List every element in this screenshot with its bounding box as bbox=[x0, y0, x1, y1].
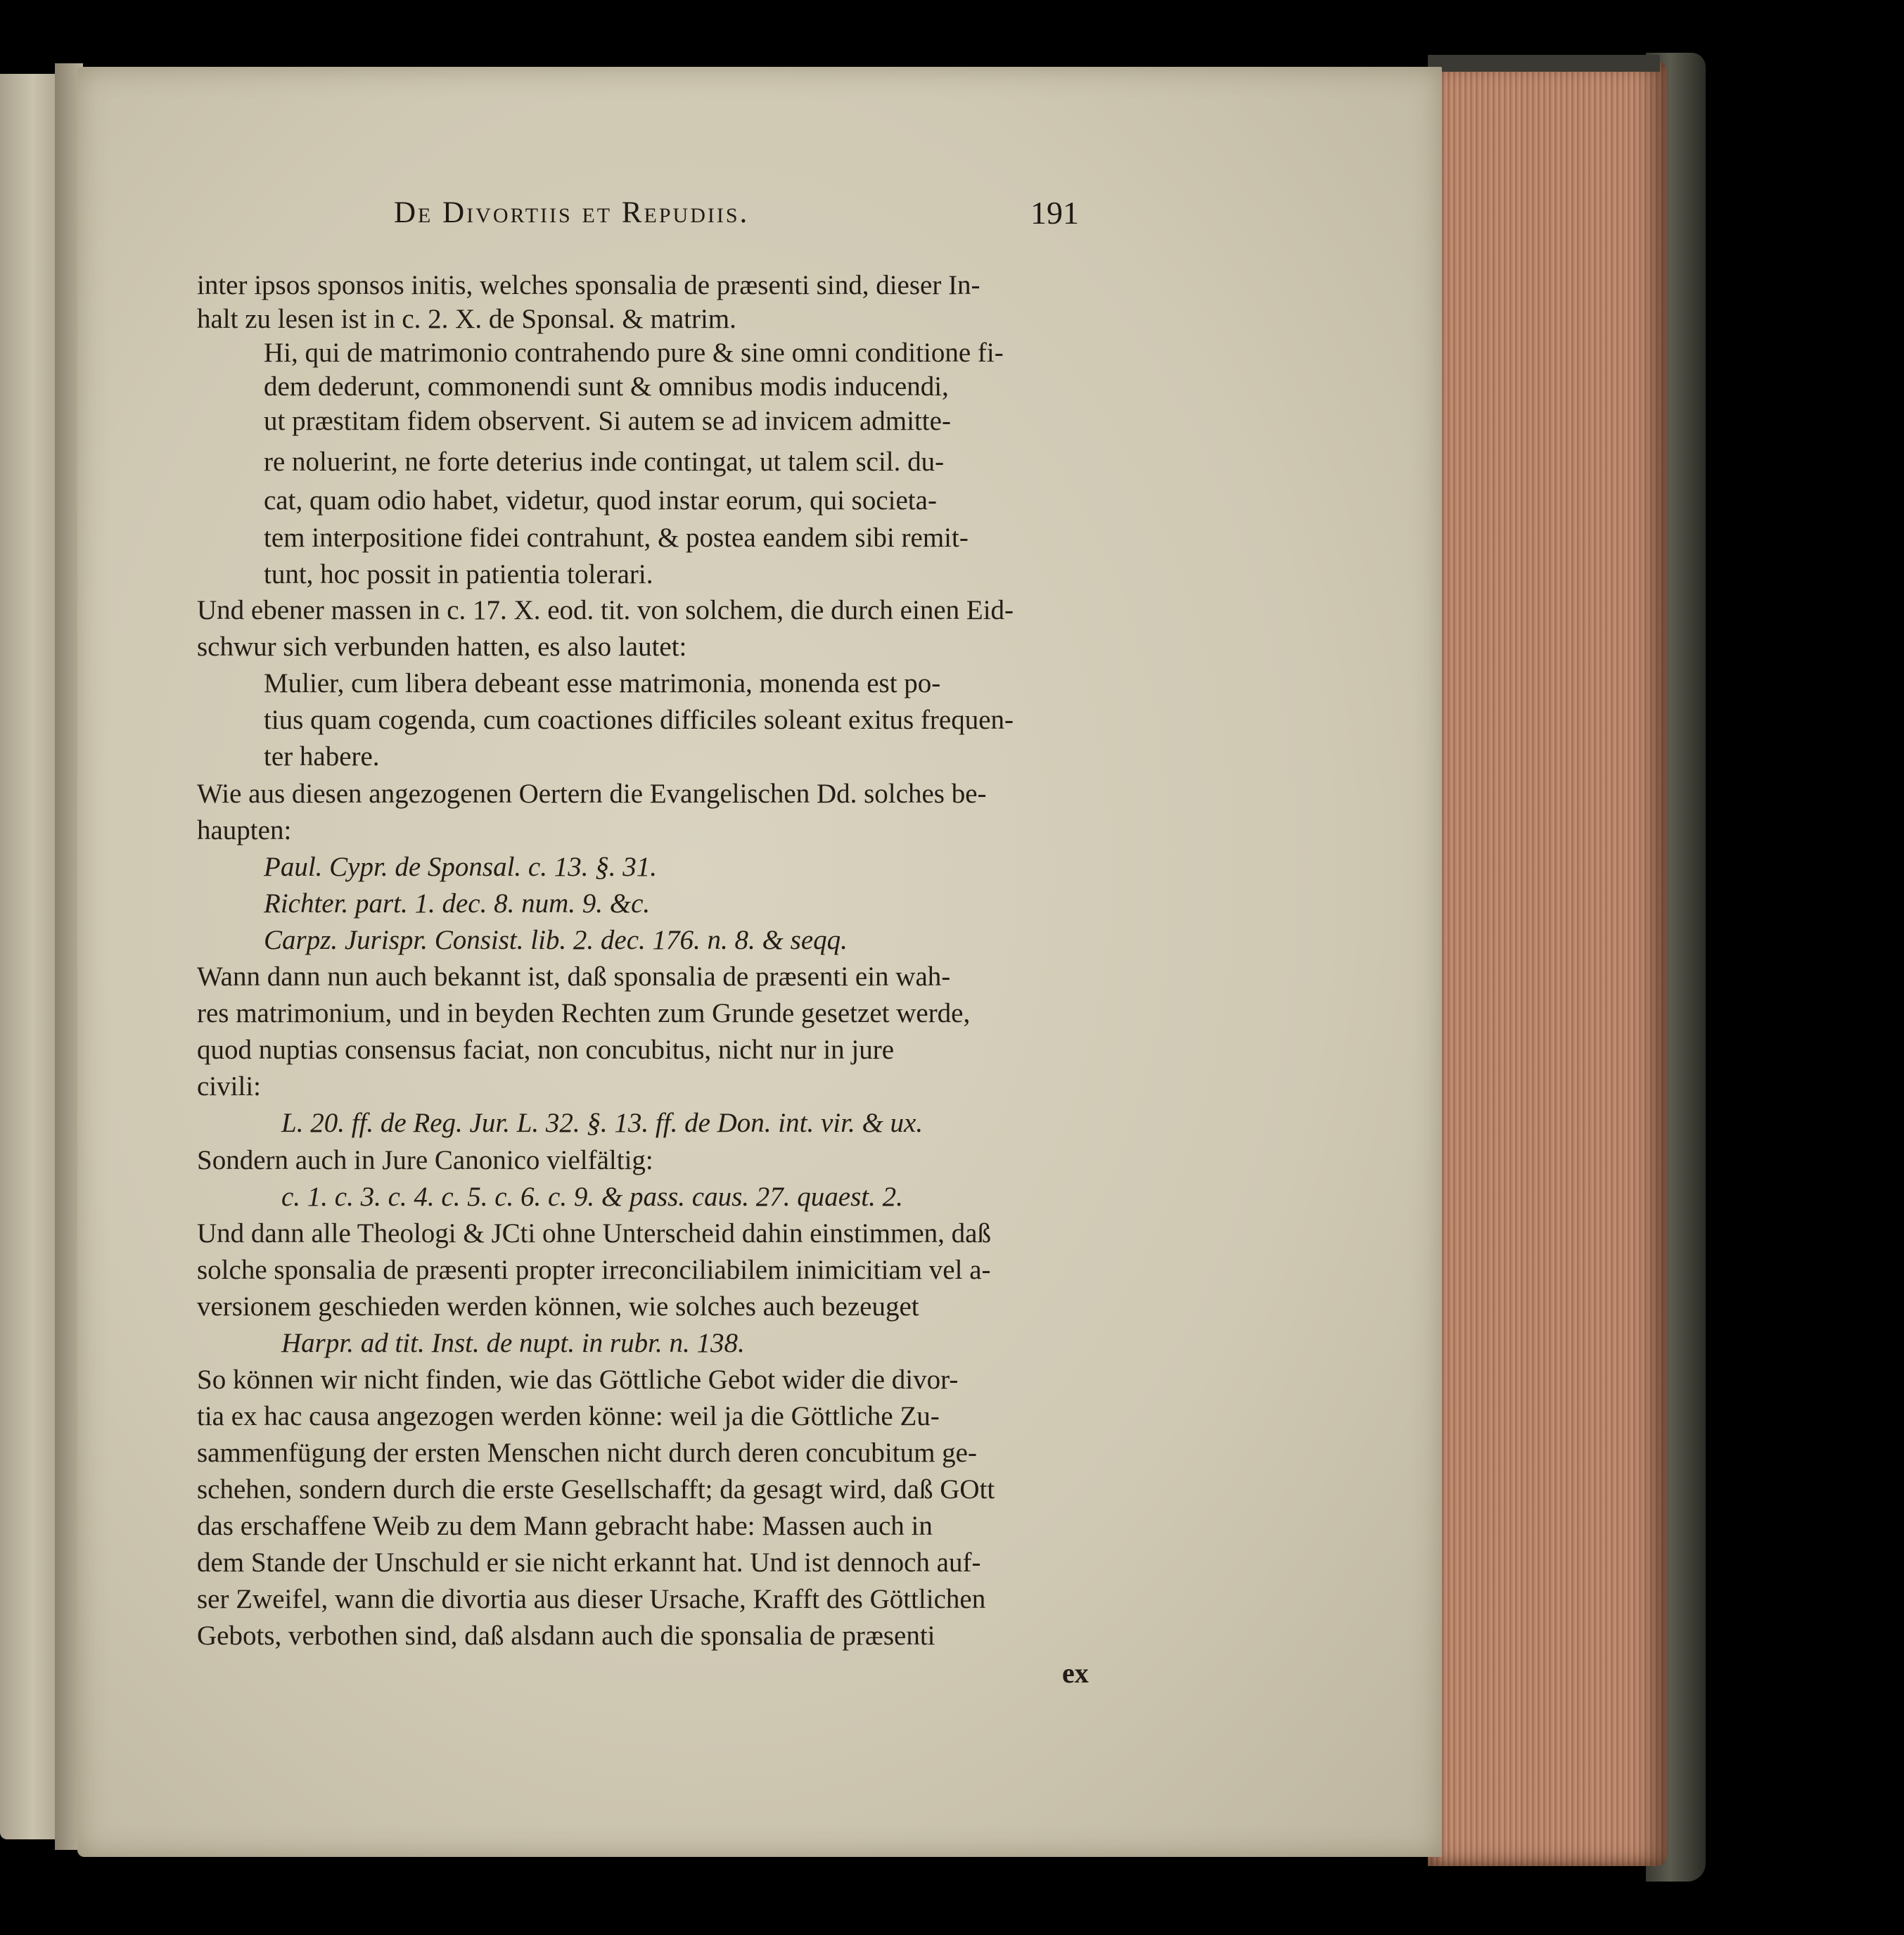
text-line: Paul. Cypr. de Sponsal. c. 13. §. 31. bbox=[264, 852, 657, 882]
text-line: schwur sich verbunden hatten, es also lautet: bbox=[197, 632, 687, 662]
text-line: Richter. part. 1. dec. 8. num. 9. &c. bbox=[264, 888, 651, 919]
catchword: ex bbox=[1062, 1657, 1089, 1689]
text-line: halt zu lesen ist in c. 2. X. de Sponsal. & matrim. bbox=[197, 304, 736, 334]
page-number: 191 bbox=[1030, 195, 1079, 231]
text-line: So können wir nicht finden, wie das Göttliche Gebot wider die divor- bbox=[197, 1365, 959, 1395]
text-line: quod nuptias consensus faciat, non concubitus, nicht nur in jure bbox=[197, 1035, 895, 1065]
text-line: tunt, hoc possit in patientia tolerari. bbox=[264, 559, 653, 589]
text-line: ter habere. bbox=[264, 741, 380, 772]
facing-page-edge bbox=[0, 74, 55, 1839]
running-title: De Divortiis et Repudiis. bbox=[394, 196, 750, 229]
text-line: ser Zweifel, wann die divortia aus dieser Ursache, Krafft des Göttlichen bbox=[197, 1584, 986, 1614]
text-line: Wie aus diesen angezogenen Oertern die Evangelischen Dd. solches be- bbox=[197, 779, 987, 809]
text-line: das erschaffene Weib zu dem Mann gebracht habe: Massen auch in bbox=[197, 1511, 933, 1541]
text-line: solche sponsalia de præsenti propter irreconciliabilem inimicitiam vel a- bbox=[197, 1255, 991, 1285]
book-top-edge bbox=[1428, 55, 1660, 72]
text-line: Harpr. ad tit. Inst. de nupt. in rubr. n. 138. bbox=[281, 1328, 745, 1358]
text-line: Und dann alle Theologi & JCti ohne Unterscheid dahin einstimmen, daß bbox=[197, 1218, 991, 1249]
text-line: versionem geschieden werden können, wie solches auch bezeuget bbox=[197, 1291, 919, 1322]
text-line: Hi, qui de matrimonio contrahendo pure & sine omni conditione fi- bbox=[264, 338, 1004, 368]
text-line: dem Stande der Unschuld er sie nicht erkannt hat. Und ist dennoch auf- bbox=[197, 1547, 981, 1578]
text-line: Sondern auch in Jure Canonico vielfältig: bbox=[197, 1145, 653, 1175]
text-line: tem interpositione fidei contrahunt, & postea eandem sibi remit- bbox=[264, 523, 969, 553]
text-line: schehen, sondern durch die erste Gesellschafft; da gesagt wird, daß GOtt bbox=[197, 1474, 995, 1505]
text-line: cat, quam odio habet, videtur, quod instar eorum, qui societa- bbox=[264, 485, 937, 516]
text-line: Und ebener massen in c. 17. X. eod. tit. von solchem, die durch einen Eid- bbox=[197, 595, 1014, 625]
text-line: res matrimonium, und in beyden Rechten zum Grunde gesetzet werde, bbox=[197, 998, 971, 1028]
text-line: sammenfügung der ersten Menschen nicht durch deren concubitum ge- bbox=[197, 1438, 977, 1468]
text-line: re noluerint, ne forte deterius inde contingat, ut talem scil. du- bbox=[264, 447, 945, 477]
text-line: inter ipsos sponsos initis, welches sponsalia de præsenti sind, dieser In- bbox=[197, 270, 980, 300]
page-fore-edge bbox=[1428, 62, 1667, 1866]
text-line: Mulier, cum libera debeant esse matrimonia, monenda est po- bbox=[264, 668, 941, 698]
text-line: civili: bbox=[197, 1071, 261, 1101]
text-line: Wann dann nun auch bekannt ist, daß sponsalia de præsenti ein wah- bbox=[197, 962, 951, 992]
text-line: L. 20. ff. de Reg. Jur. L. 32. §. 13. ff. de Don. int. vir. & ux. bbox=[281, 1108, 924, 1138]
text-line: haupten: bbox=[197, 815, 292, 845]
text-line: tius quam cogenda, cum coactiones difficiles soleant exitus frequen- bbox=[264, 705, 1014, 735]
text-line: Carpz. Jurispr. Consist. lib. 2. dec. 176. n. 8. & seqq. bbox=[264, 925, 848, 955]
text-line: c. 1. c. 3. c. 4. c. 5. c. 6. c. 9. & pass. caus. 27. quaest. 2. bbox=[281, 1182, 903, 1212]
text-line: tia ex hac causa angezogen werden könne: weil ja die Göttliche Zu- bbox=[197, 1401, 940, 1431]
text-line: Gebots, verbothen sind, daß alsdann auch die sponsalia de præsenti bbox=[197, 1621, 935, 1651]
text-line: dem dederunt, commonendi sunt & omnibus modis inducendi, bbox=[264, 371, 949, 402]
text-line: ut præstitam fidem observent. Si autem se ad invicem admitte- bbox=[264, 406, 951, 436]
